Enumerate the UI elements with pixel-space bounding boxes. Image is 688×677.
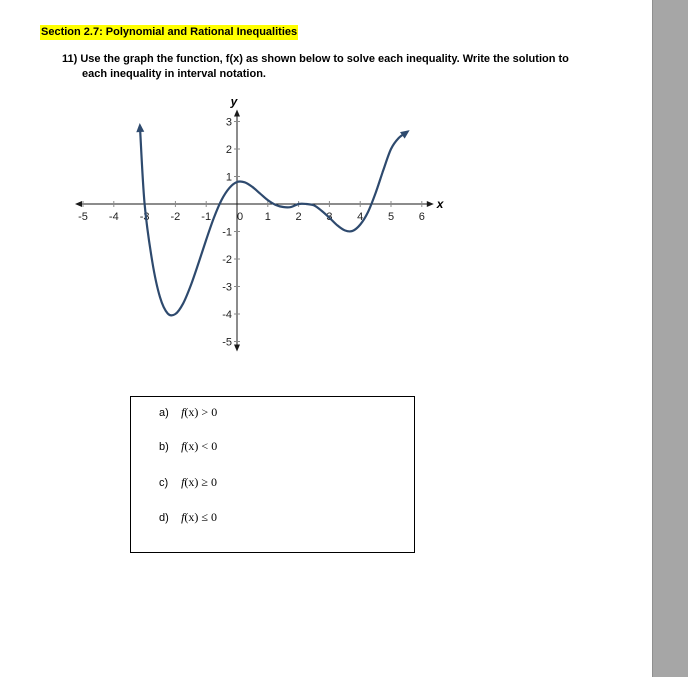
y-tick-label: -3 xyxy=(222,281,232,294)
problem-statement xyxy=(62,52,569,82)
inequality-rhs: 0 xyxy=(211,405,218,419)
inequality-expression xyxy=(181,439,217,453)
function-symbol: f xyxy=(181,439,185,453)
curve-arrow-left xyxy=(136,123,144,132)
x-tick-label: 2 xyxy=(295,211,302,223)
inequality-rhs: 0 xyxy=(211,475,217,489)
x-axis-arrow-left xyxy=(75,201,82,207)
inequality-expression xyxy=(181,405,217,419)
y-tick-label: -5 xyxy=(222,336,232,349)
function-symbol: f xyxy=(181,475,185,489)
x-tick-label: 5 xyxy=(387,211,395,223)
inequality-rhs: 0 xyxy=(211,510,217,524)
inequality-rhs: 0 xyxy=(211,439,218,453)
x-tick-label: -3 xyxy=(139,211,150,223)
x-tick-label: 4 xyxy=(357,211,364,223)
inequality-operator: < xyxy=(201,439,209,453)
inequality-b xyxy=(159,439,217,454)
x-tick-label: -4 xyxy=(108,211,119,223)
inequality-label: b) xyxy=(159,441,169,453)
inequality-expression xyxy=(181,475,217,489)
function-argument: (x) xyxy=(184,510,199,524)
y-axis-arrow-bottom xyxy=(234,345,240,352)
answer-box xyxy=(130,396,415,553)
inequality-d xyxy=(159,510,217,525)
inequality-c xyxy=(159,475,217,490)
inequality-label: a) xyxy=(159,407,169,419)
y-axis-arrow-top xyxy=(234,110,240,117)
inequality-label: c) xyxy=(159,477,169,489)
y-tick-label: -4 xyxy=(222,309,232,321)
window-gutter xyxy=(652,0,688,677)
function-argument: (x) xyxy=(184,439,199,453)
x-axis-label: x xyxy=(436,197,444,211)
x-tick-label: 0 xyxy=(236,211,244,223)
x-tick-label: 1 xyxy=(264,211,271,223)
section-title: Section 2.7: Polynomial and Rational Inequalities xyxy=(41,26,298,38)
inequality-label: d) xyxy=(159,512,169,524)
ticks xyxy=(78,117,425,349)
x-tick-label: 6 xyxy=(418,211,425,223)
inequality-operator: ≤ xyxy=(201,510,208,524)
function-graph xyxy=(78,82,445,362)
problem-line-2: each inequality in interval notation. xyxy=(82,68,266,80)
y-tick-label: 3 xyxy=(225,116,232,129)
x-tick-label: 3 xyxy=(326,211,333,223)
function-symbol: f xyxy=(181,510,185,524)
problem-line-1: 11) Use the graph the function, f(x) as shown below to solve each inequality. Write the solution to xyxy=(62,53,569,65)
inequality-a xyxy=(159,405,217,420)
y-tick-label: 2 xyxy=(225,144,232,156)
function-symbol: f xyxy=(181,405,185,419)
x-tick-label: -2 xyxy=(170,211,181,223)
x-tick-label: -1 xyxy=(201,211,212,223)
y-tick-label: -2 xyxy=(222,254,232,266)
axes xyxy=(75,95,445,352)
y-axis-label: y xyxy=(230,94,238,109)
inequality-operator: > xyxy=(201,405,209,419)
inequality-operator: ≥ xyxy=(201,475,208,489)
y-tick-label: 1 xyxy=(225,171,232,184)
x-axis-arrow-right xyxy=(427,201,434,207)
inequality-expression xyxy=(181,510,217,524)
function-argument: (x) xyxy=(184,405,199,419)
function-argument: (x) xyxy=(184,475,199,489)
x-tick-label: -5 xyxy=(78,211,88,223)
y-tick-label: -1 xyxy=(222,226,232,239)
